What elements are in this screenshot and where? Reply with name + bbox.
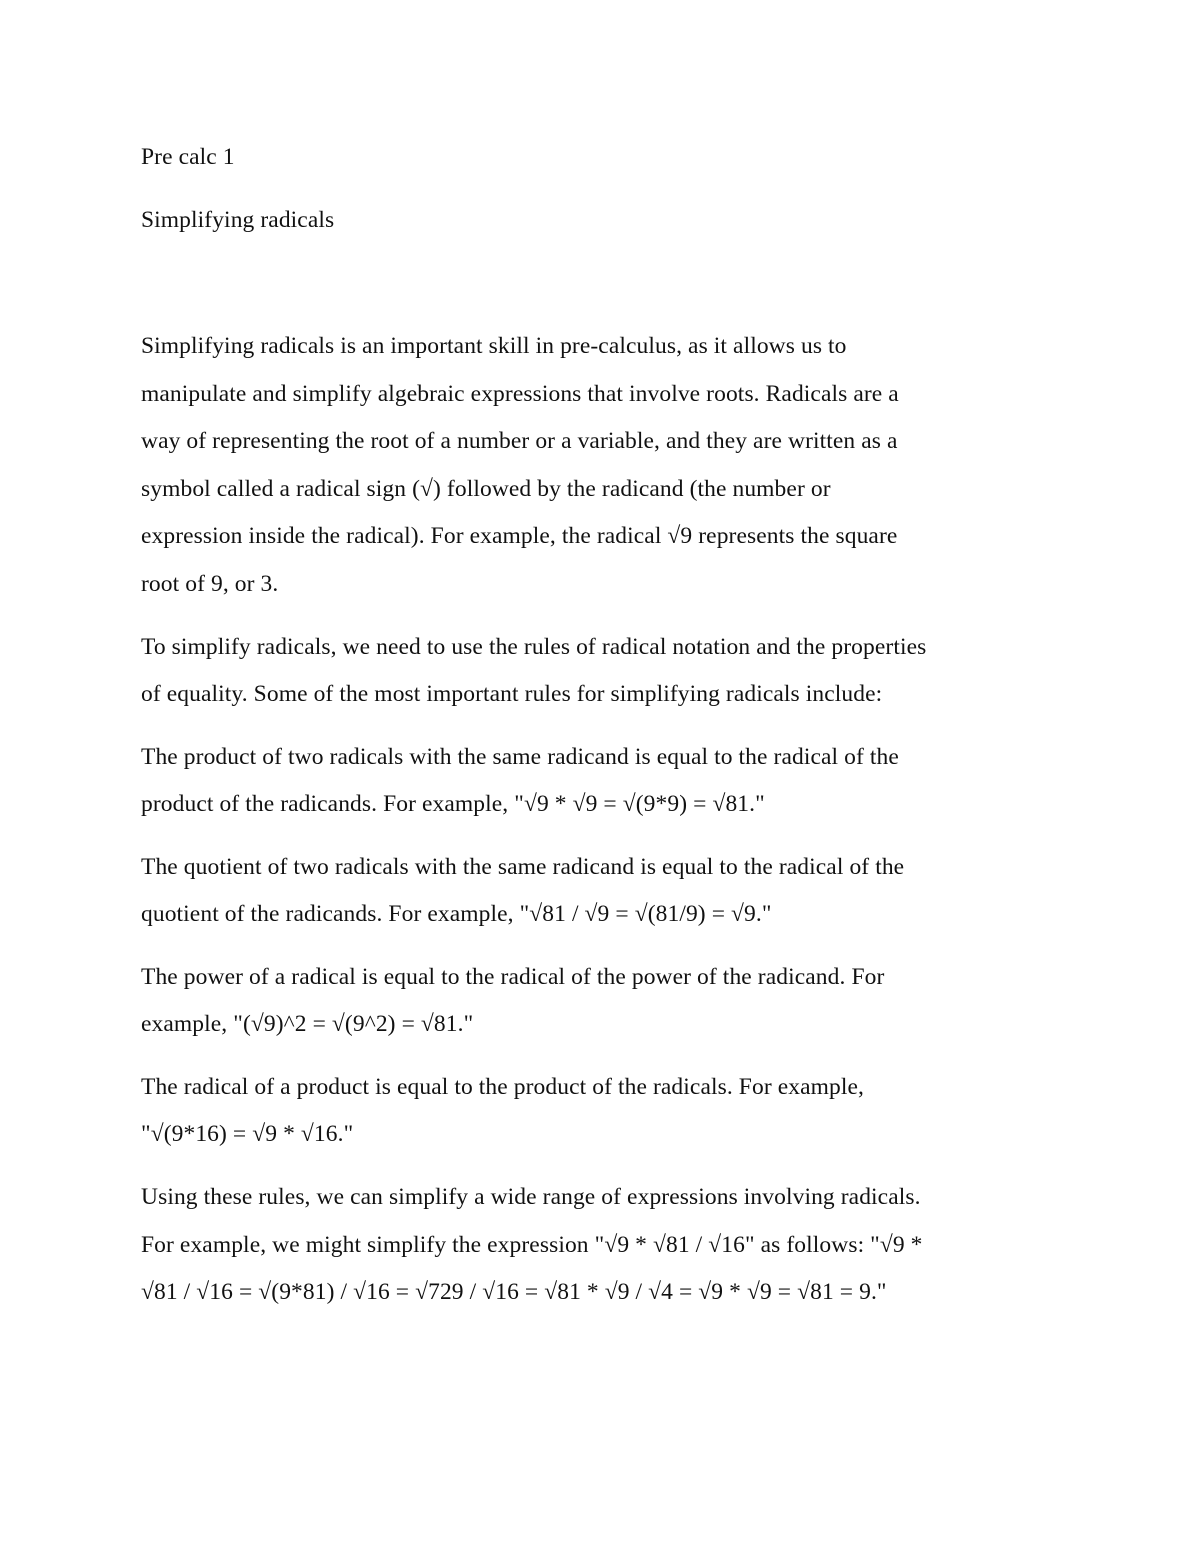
topic-title: Simplifying radicals xyxy=(141,207,335,233)
paragraph-line: For example, we might simplify the expression "√9 * √81 / √16" as follows: "√9 * xyxy=(141,1232,923,1258)
paragraph-line: of equality. Some of the most important rules for simplifying radicals include: xyxy=(141,681,883,707)
paragraph-line: √81 / √16 = √(9*81) / √16 = √729 / √16 = √81 * √9 / √4 = √9 * √9 = √81 = 9." xyxy=(141,1279,887,1305)
paragraph-line: manipulate and simplify algebraic expressions that involve roots. Radicals are a xyxy=(141,381,899,407)
paragraph-line: symbol called a radical sign (√) followed by the radicand (the number or xyxy=(141,476,831,502)
paragraph-line: The quotient of two radicals with the same radicand is equal to the radical of the xyxy=(141,854,905,880)
paragraph-line: product of the radicands. For example, "√9 * √9 = √(9*9) = √81." xyxy=(141,791,765,817)
paragraph-line: quotient of the radicands. For example, "√81 / √9 = √(81/9) = √9." xyxy=(141,901,772,927)
paragraph-line: "√(9*16) = √9 * √16." xyxy=(141,1121,354,1147)
paragraph-line: The product of two radicals with the same radicand is equal to the radical of the xyxy=(141,744,899,770)
paragraph-line: example, "(√9)^2 = √(9^2) = √81." xyxy=(141,1011,474,1037)
paragraph-line: The radical of a product is equal to the product of the radicals. For example, xyxy=(141,1074,864,1100)
paragraph-line: Simplifying radicals is an important skill in pre-calculus, as it allows us to xyxy=(141,333,847,359)
course-title: Pre calc 1 xyxy=(141,144,235,170)
paragraph-line: root of 9, or 3. xyxy=(141,571,279,597)
paragraph-line: way of representing the root of a number or a variable, and they are written as a xyxy=(141,428,898,454)
paragraph-line: Using these rules, we can simplify a wide range of expressions involving radicals. xyxy=(141,1184,921,1210)
paragraph-line: expression inside the radical). For example, the radical √9 represents the square xyxy=(141,523,898,549)
paragraph-line: The power of a radical is equal to the radical of the power of the radicand. For xyxy=(141,964,885,990)
paragraph-line: To simplify radicals, we need to use the rules of radical notation and the properties xyxy=(141,634,927,660)
